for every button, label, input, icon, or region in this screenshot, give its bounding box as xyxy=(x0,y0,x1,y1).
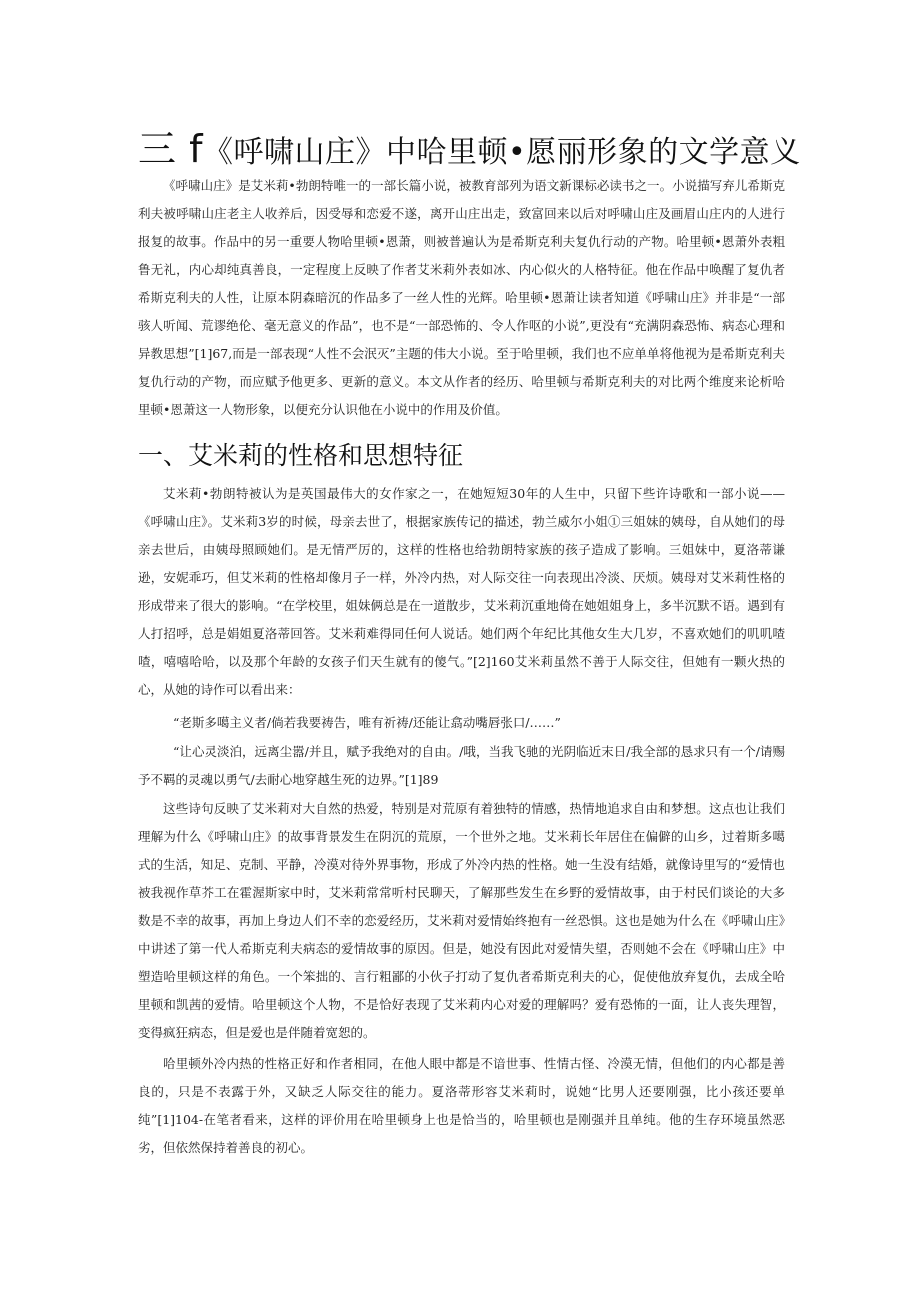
title-text: 《呼啸山庄》中哈里顿•愿丽形象的文学意义 xyxy=(202,135,801,170)
body-paragraph-2: 这些诗句反映了艾米莉对大自然的热爱，特别是对荒原有着独特的情感，热情地追求自由和梦想。这点也让我们理解为什么《呼啸山庄》的故事背景发生在阴沉的荒原，一个世外之地。艾米莉长年居住在偏僻的山乡，过着斯多噶式的生活，知足、克制、平静，冷漠对待外界事物，形成了外冷内热的性格。她一生没有结婚，就像诗里写的“爱情也被我视作草芥工在霍渥斯家中时，艾米莉常常听村民聊天，了解那些发生在乡野的爱情故事，由于村民们谈论的大多数是不幸的故事，再加上身边人们不幸的恋爱经历，艾米莉对爱情始终抱有一丝恐惧。这也是她为什么在《呼啸山庄》中讲述了第一代人希斯克利夫病态的爱情故事的原因。但是，她没有因此对爱情失望，否则她不会在《呼啸山庄》中塑造哈里顿这样的角色。一个笨拙的、言行粗鄙的小伙子打动了复仇者希斯克利夫的心，促使他放弃复仇，去成全哈里顿和凯茜的爱情。哈里顿这个人物，不是恰好表现了艾米莉内心对爱的理解吗？爱有恐怖的一面，让人丧失理智，变得疯狂病态，但是爱也是伴随着宽恕的。 xyxy=(138,801,785,1040)
poem-quote-2: “让心灵淡泊，远离尘嚣/并且，赋予我绝对的自由。/哦，当我飞驰的光阴临近末日/我全部的恳求只有一个/请赐予不羁的灵魂以勇气/去耐心地穿越生死的边界。”[1]89 xyxy=(138,744,785,787)
body-paragraph-3: 哈里顿外冷内热的性格正好和作者相同，在他人眼中都是不谙世事、性情古怪、冷漠无情，但他们的内心都是善良的，只是不表露于外，又缺乏人际交往的能力。夏洛蒂形容艾米莉时，说她“比男人还要刚强，比小孩还要单纯”[1]104-在笔者看来，这样的评价用在哈里顿身上也是恰当的，哈里顿也是刚强并且单纯。他的生存环境虽然恶劣，但依然保持着善良的初心。 xyxy=(138,1056,785,1155)
intro-paragraph: 《呼啸山庄》是艾米莉•勃朗特唯一的一部长篇小说，被教育部列为语文新课标必读书之一。小说描写弃儿希斯克利夫被呼啸山庄老主人收养后，因受辱和恋爱不遂，离开山庄出走，致富回来以后对呼啸山庄及画眉山庄内的人进行报复的故事。作品中的另一重要人物哈里顿•恩萧，则被普遍认为是希斯克利夫复仇行动的产物。哈里顿•恩萧外表粗鲁无礼，内心却纯真善良，一定程度上反映了作者艾米莉外表如冰、内心似火的人格特征。他在作品中唤醒了复仇者希斯克利夫的人性，让原本阴森暗沉的作品多了一丝人性的光辉。哈里顿•恩萧让读者知道《呼啸山庄》并非是“一部骇人听闻、荒谬绝伦、毫无意义的作品”，也不是“一部恐怖的、令人作呕的小说”,更没有“充满阴森恐怖、病态心理和异教思想”[1]67,而是一部表现“人性不会泯灭”主题的伟大小说。至于哈里顿，我们也不应单单将他视为是希斯克利夫复仇行动的产物，而应赋予他更多、更新的意义。本文从作者的经历、哈里顿与希斯克利夫的对比两个维度来论析哈里顿•恩萧这一人物形象，以便充分认识他在小说中的作用及价值。 xyxy=(138,178,785,417)
title-prefix: 三 f xyxy=(138,127,203,171)
article-title xyxy=(138,118,838,173)
body-paragraph-1: 艾米莉•勃朗特被认为是英国最伟大的女作家之一，在她短短30年的人生中，只留下些许诗歌和一部小说——《呼啸山庄》。艾米莉3岁的时候，母亲去世了，根据家族传记的描述，勃兰威尔小姐①三姐妹的姨母，自从她们的母亲去世后，由姨母照顾她们。是无情严厉的，这样的性格也给勃朗特家族的孩子造成了影响。三姐妹中，夏洛蒂谦逊，安妮乖巧，但艾米莉的性格却像月子一样，外冷内热，对人际交往一向表现出冷淡、厌烦。姨母对艾米莉性格的形成带来了很大的影响。“在学校里，姐妹俩总是在一道散步，艾米莉沉重地倚在她姐姐身上，多半沉默不语。遇到有人打招呼，总是娟姐夏洛蒂回答。艾米莉难得同任何人说话。她们两个年纪比其他女生大几岁，不喜欢她们的叽叽喳喳，嘻嘻哈哈，以及那个年龄的女孩子们天生就有的傻气。”[2]160艾米莉虽然不善于人际交往，但她有一颗火热的心，从她的诗作可以看出来： xyxy=(138,486,785,697)
section-heading: 一、艾米莉的性格和思想特征 xyxy=(138,441,464,470)
poem-quote-1: “老斯多噶主义者/倘若我要祷告，唯有祈祷/还能让翕动嘴唇张口/……” xyxy=(173,715,561,730)
